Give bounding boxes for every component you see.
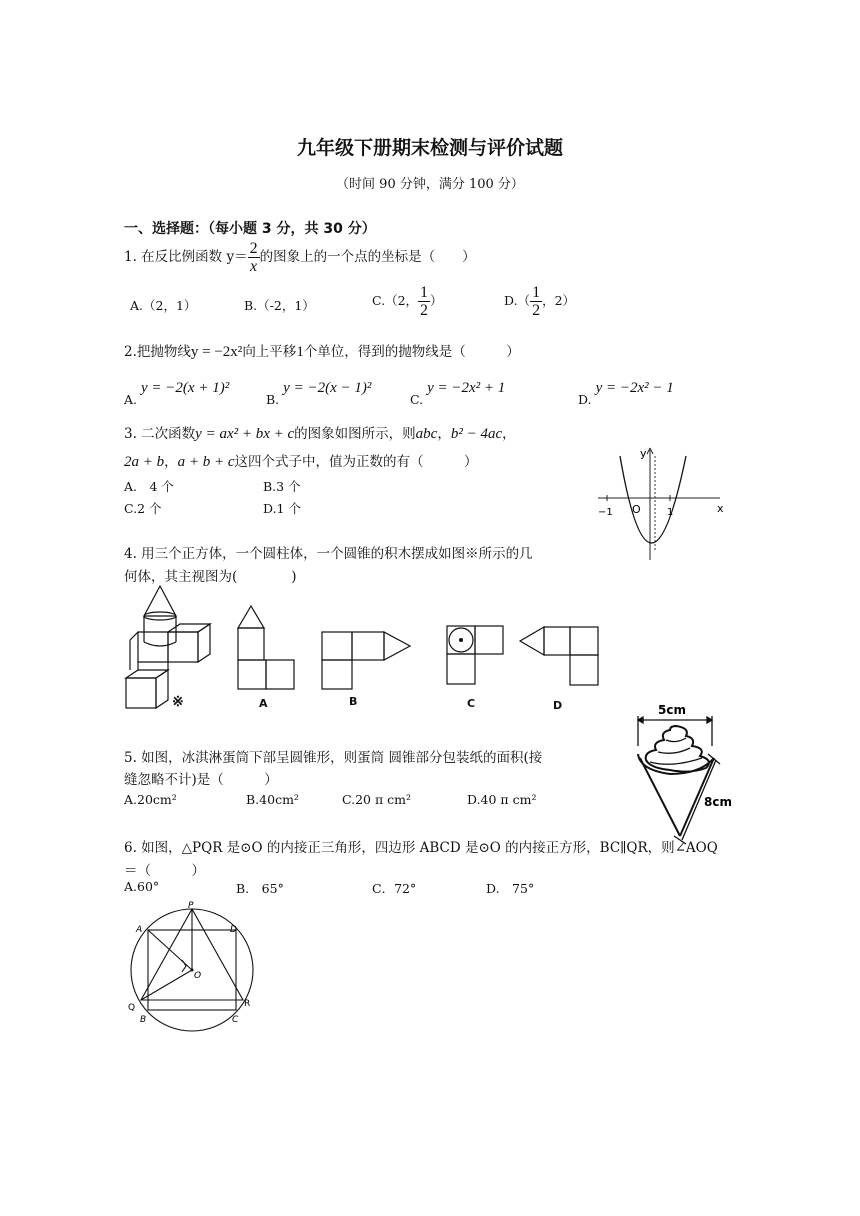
q4-stem-line2: 何体，其主视图为( ) [124, 569, 297, 585]
q3-option-d: D.1 个 [263, 501, 301, 516]
q4-option-b-label: B [349, 695, 358, 708]
q6-stem-line1: 6. 如图，△PQR 是⊙O 的内接正三角形，四边形 ABCD 是⊙O 的内接正方形，BC∥QR，则∠AOQ [124, 840, 718, 856]
q3-option-c: C.2 个 [124, 501, 162, 516]
q3-stem-line1: 3. 二次函数y = ax² + bx + c的图象如图所示，则abc，b² − 4ac， [124, 426, 516, 442]
q3-parabola-graph [590, 440, 730, 565]
q1-option-a: A.（2，1） [130, 298, 197, 313]
q6-circle-figure [124, 898, 264, 1030]
section-title: 一、选择题：（每小题 3 分，共 30 分） [124, 221, 376, 237]
q3-option-b: B.3 个 [263, 479, 301, 494]
q3-origin-label: O [632, 503, 641, 516]
q1-fraction: $\frac{2}{x}$ [249, 240, 258, 275]
q5-stem-line1: 5. 如图，冰淇淋蛋筒下部呈圆锥形，则蛋筒 圆锥部分包装纸的面积(接 [124, 750, 543, 766]
q4-figure-main-label: ※ [172, 694, 184, 710]
q2-option-a: A.y = −2(x + 1)² [124, 380, 230, 407]
q6-label-a: A [136, 925, 143, 935]
page-title: 九年级下册期末检测与评价试题 [296, 137, 563, 159]
q3-tick-pos1: 1 [667, 507, 674, 518]
q6-option-a: A.60° [124, 879, 160, 893]
q4-option-d-label: D [553, 699, 563, 712]
q4-stem-line1: 4. 用三个正方体，一个圆柱体，一个圆锥的积木摆成如图※所示的几 [124, 546, 533, 562]
q5-icecream-figure [630, 698, 748, 848]
q4-option-b-figure [320, 630, 414, 692]
q4-option-a-figure [236, 604, 298, 692]
q3-option-a: A. 4 个 [124, 479, 174, 494]
q5-option-b: B.40cm² [246, 792, 299, 807]
q1-stem: 1. 在反比例函数 y＝ $\frac{2}{x}$ 的图象上的一个点的坐标是（ ） [124, 240, 476, 275]
q4-option-d-figure [518, 625, 602, 689]
q5-option-a: A.20cm² [124, 792, 177, 807]
q4-option-a-label: A [259, 697, 268, 710]
q1-option-c: C.（2， $\frac{1}{2}$ ） [372, 284, 443, 319]
q6-stem-line2: ＝（ ） [124, 863, 205, 879]
q5-top-dimension-label: 5cm [658, 703, 686, 717]
q3-stem-line2: 2a + b，a + b + c这四个式子中，值为正数的有（ ） [124, 454, 478, 470]
q6-label-p: P [188, 901, 194, 911]
q6-label-q: Q [128, 1003, 136, 1013]
q2-stem: 2.把抛物线y = −2x²向上平移1个单位，得到的抛物线是（ ） [124, 344, 520, 360]
page-subtitle: （时间 90 分钟，满分 100 分） [336, 177, 524, 192]
q4-solid-figure [120, 584, 220, 714]
q6-option-d: D. 75° [486, 881, 535, 893]
q1-option-b: B.（-2，1） [244, 298, 315, 313]
q3-tick-neg1: −1 [598, 507, 613, 518]
q6-label-r: R [244, 999, 251, 1009]
q6-option-b: B. 65° [236, 881, 284, 893]
q1-option-d: D.（ $\frac{1}{2}$ ，2） [504, 284, 576, 319]
q4-option-c-label: C [467, 697, 476, 710]
q6-label-c: C [232, 1015, 239, 1025]
q3-axis-x-label: x [717, 502, 724, 515]
q5-option-d: D.40 π cm² [467, 792, 537, 807]
q2-option-b: B.y = −2(x − 1)² [266, 380, 372, 407]
q6-label-d: D [230, 925, 237, 935]
q6-label-o: O [194, 971, 202, 981]
q6-option-c: C．72° [372, 881, 417, 893]
q5-stem-line2: 缝忽略不计)是（ ） [124, 772, 278, 788]
q4-option-c-figure [445, 624, 507, 688]
q3-axis-y-label: y [640, 447, 647, 460]
q6-label-b: B [140, 1015, 147, 1025]
q2-option-d: D.y = −2x² − 1 [578, 380, 674, 407]
q2-option-c: C.y = −2x² + 1 [410, 380, 506, 407]
q5-side-dimension-label: 8cm [704, 795, 732, 809]
q5-option-c: C.20 π cm² [342, 792, 412, 807]
